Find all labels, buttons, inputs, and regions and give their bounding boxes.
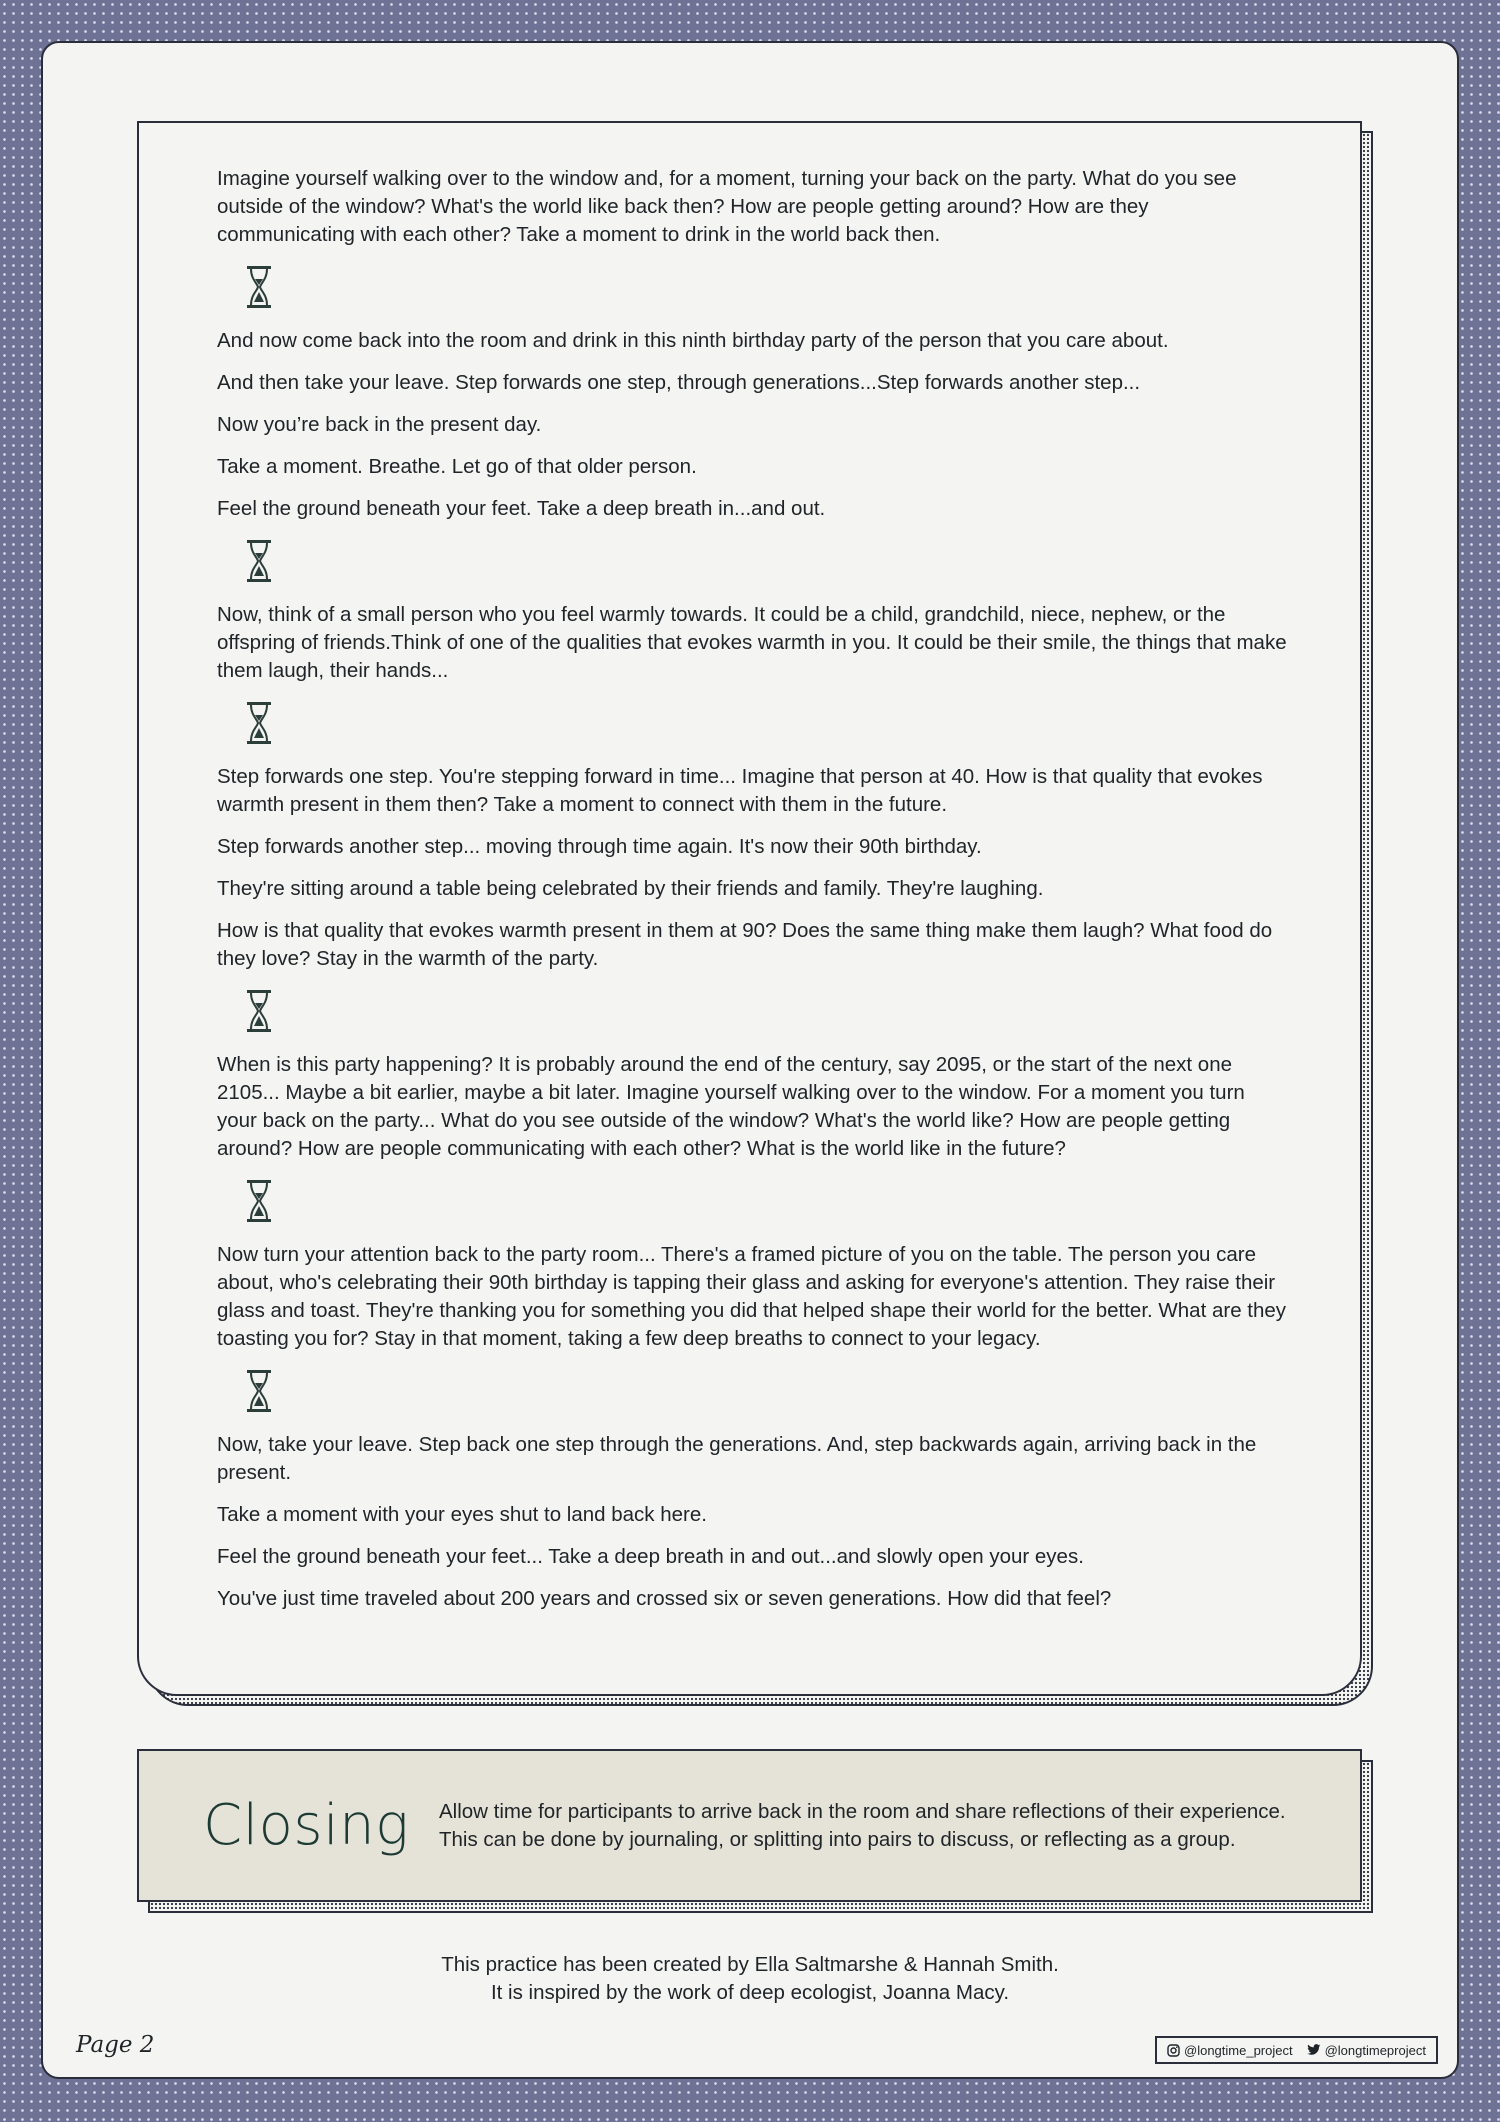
paragraph: Take a moment with your eyes shut to land back here. bbox=[217, 1503, 707, 1526]
credits-line: This practice has been created by Ella Saltmarshe & Hannah Smith. bbox=[441, 1953, 1059, 1976]
closing-text: Allow time for participants to arrive back in the room and share reflections of their experience. This can be done by journaling, or splitting into pairs to discuss, or reflecting as a group. bbox=[439, 1799, 1286, 1851]
hourglass-icon bbox=[245, 539, 273, 583]
paragraph: Now, think of a small person who you feel warmly towards. It could be a child, grandchild, niece, nephew, or the offspring of friends.Think of one of the qualities that evokes warmth in you. It could be their smile, the things that make them laugh, their hands... bbox=[217, 603, 1287, 682]
twitter-link[interactable] bbox=[1307, 2043, 1426, 2058]
hourglass-icon bbox=[245, 265, 273, 309]
paragraph: Now you’re back in the present day. bbox=[217, 413, 542, 436]
closing-panel bbox=[137, 1749, 1362, 1902]
hourglass-icon bbox=[245, 701, 273, 745]
twitter-handle: @longtimeproject bbox=[1324, 2042, 1426, 2058]
credits-line: It is inspired by the work of deep ecologist, Joanna Macy. bbox=[490, 1981, 1010, 2004]
paragraph: They're sitting around a table being celebrated by their friends and family. They're laughing. bbox=[217, 877, 1044, 900]
instagram-icon bbox=[1167, 2044, 1180, 2057]
credits bbox=[0, 1951, 1500, 2007]
paragraph: When is this party happening? It is probably around the end of the century, say 2095, or the start of the next one 2105... Maybe a bit earlier, maybe a bit later. Imagine yourself walking over to the window. For a moment you turn your back on the party... What do you see outside of the window? What's the world like? How are people getting around? How are people communicating with each other? What is the world like in the future? bbox=[217, 1053, 1245, 1160]
social-handles bbox=[1155, 2036, 1438, 2064]
hourglass-icon bbox=[245, 1179, 273, 1223]
paragraph: And now come back into the room and drink in this ninth birthday party of the person that you care about. bbox=[217, 329, 1169, 352]
meditation-text-card bbox=[137, 121, 1362, 1696]
hourglass-icon bbox=[245, 1369, 273, 1413]
paragraph: Feel the ground beneath your feet... Take a deep breath in and out...and slowly open your eyes. bbox=[217, 1545, 1084, 1568]
paragraph: Feel the ground beneath your feet. Take a deep breath in...and out. bbox=[217, 497, 826, 520]
instagram-handle: @longtime_project bbox=[1184, 2042, 1293, 2058]
paragraph: How is that quality that evokes warmth present in them at 90? Does the same thing make them laugh? What food do they love? Stay in the warmth of the party. bbox=[217, 919, 1273, 970]
twitter-icon bbox=[1307, 2044, 1321, 2056]
instagram-link[interactable] bbox=[1167, 2043, 1293, 2058]
paragraph: Take a moment. Breathe. Let go of that older person. bbox=[217, 455, 697, 478]
paragraph: Now turn your attention back to the party room... There's a framed picture of you on the table. The person you care about, who's celebrating their 90th birthday is tapping their glass and asking for everyone's attention. They raise their glass and toast. They're thanking you for something you did that helped shape their world for the better. What are they toasting you for? Stay in that moment, taking a few deep breaths to connect to your legacy. bbox=[217, 1243, 1287, 1350]
page-number: Page 2 bbox=[76, 2032, 155, 2058]
paragraph: Step forwards another step... moving through time again. It's now their 90th birthday. bbox=[217, 835, 982, 858]
paragraph: Imagine yourself walking over to the window and, for a moment, turning your back on the party. What do you see outside of the window? What's the world like back then? How are people getting around? How are they communicating with each other? Take a moment to drink in the world back then. bbox=[217, 167, 1237, 246]
paragraph: You've just time traveled about 200 years and crossed six or seven generations. How did that feel? bbox=[217, 1587, 1112, 1610]
paragraph: Now, take your leave. Step back one step through the generations. And, step backwards again, arriving back in the present. bbox=[217, 1433, 1257, 1484]
paragraph: Step forwards one step. You're stepping forward in time... Imagine that person at 40. How is that quality that evokes warmth present in them then? Take a moment to connect with them in the future. bbox=[217, 765, 1263, 816]
paragraph: And then take your leave. Step forwards one step, through generations...Step forwards another step... bbox=[217, 371, 1141, 394]
closing-title: Closing bbox=[203, 1793, 410, 1858]
hourglass-icon bbox=[245, 989, 273, 1033]
